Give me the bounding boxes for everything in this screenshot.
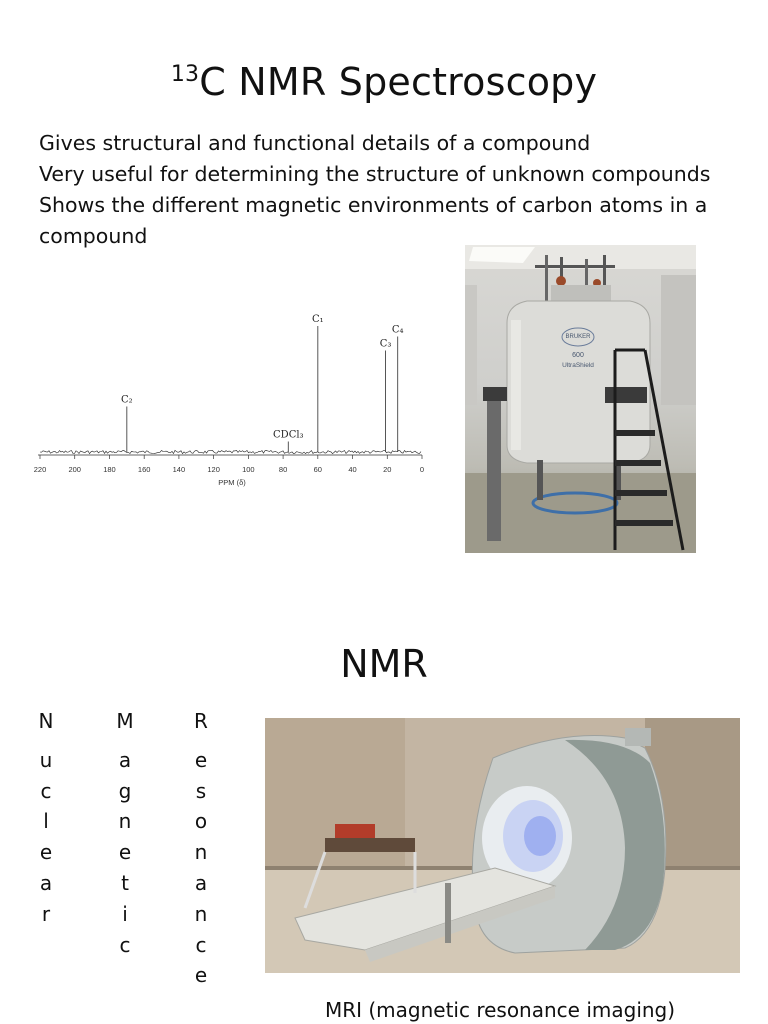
x-tick-label: 180 xyxy=(103,465,116,474)
acronym-letter: M xyxy=(116,709,134,733)
spectrum-ticks xyxy=(34,455,424,474)
x-tick-label: 60 xyxy=(313,465,322,474)
x-tick-label: 0 xyxy=(419,465,425,474)
acronym-letter: c xyxy=(195,932,207,957)
acronym-letter: a xyxy=(118,747,132,772)
x-tick-label: 100 xyxy=(242,465,255,474)
acronym-letter: a xyxy=(194,870,208,895)
spectrum-peaks xyxy=(121,314,404,452)
acronym-letter: e xyxy=(39,840,53,865)
x-tick-label: 120 xyxy=(207,465,220,474)
acronym-letter: n xyxy=(194,901,208,926)
acronym-column-resonance xyxy=(191,706,211,991)
nmr-spectrum-figure xyxy=(30,262,430,494)
acronym-letter: n xyxy=(194,840,208,865)
title-superscript: 13 xyxy=(170,62,200,87)
bullet-list xyxy=(39,128,739,252)
mri-scanner-illustration xyxy=(265,718,740,973)
peak-label: C₁ xyxy=(311,314,324,325)
acronym-letter: n xyxy=(118,809,132,834)
acronym-letter: o xyxy=(194,809,208,834)
acronym-letter: u xyxy=(39,747,53,772)
magnet-model-sub-label: UltraShield xyxy=(562,362,594,369)
bullet-line: Very useful for determining the structure of unknown compounds xyxy=(39,162,711,186)
peak-label: C₄ xyxy=(391,324,404,336)
acronym-letter: e xyxy=(194,963,208,988)
acronym-letter: c xyxy=(119,932,131,957)
acronym-letter: a xyxy=(39,870,53,895)
acronym-letter: c xyxy=(40,778,52,803)
acronym-letter: l xyxy=(43,809,49,834)
x-tick-label: 200 xyxy=(68,465,81,474)
x-tick-label: 160 xyxy=(137,465,151,474)
nmr-magnet-illustration xyxy=(465,245,696,553)
acronym-letter: R xyxy=(194,709,208,733)
spectrum-axis-label: PPM (δ) xyxy=(218,478,246,487)
acronym-letter: g xyxy=(118,778,132,803)
acronym-letter: e xyxy=(194,747,208,772)
x-tick-label: 140 xyxy=(172,465,186,474)
nmr-magnet-photo xyxy=(465,245,696,553)
acronym-letter: r xyxy=(41,901,51,926)
acronym-letter: i xyxy=(122,901,128,926)
peak-label: C₃ xyxy=(379,338,392,350)
slide-title: NMR xyxy=(340,642,428,686)
photo-caption: MRI (magnetic resonance imaging) xyxy=(324,998,676,1022)
x-tick-label: 20 xyxy=(383,465,392,474)
bullet-line: Gives structural and functional details of a compound xyxy=(39,131,591,155)
bullet-line: Shows the different magnetic environments of carbon atoms in a xyxy=(39,193,708,217)
x-tick-label: 80 xyxy=(278,465,288,474)
acronym-column-magnetic xyxy=(115,706,135,960)
baseline-noise-path xyxy=(40,450,421,453)
slide-title xyxy=(0,58,768,106)
peak-label: C₂ xyxy=(120,394,133,406)
x-tick-label: 220 xyxy=(33,465,47,474)
acronym-column-nuclear xyxy=(36,706,56,930)
mri-scanner-photo xyxy=(265,718,740,973)
acronym-letter: t xyxy=(121,870,129,895)
magnet-brand-label: BRUKER xyxy=(565,334,591,340)
peak-label: CDCl₃ xyxy=(273,429,304,441)
spectrum-baseline-noise xyxy=(40,450,421,453)
acronym-letter: N xyxy=(38,709,54,733)
slide-nmr xyxy=(0,600,768,1024)
title-text: C NMR Spectroscopy xyxy=(199,60,598,104)
magnet-model-label: 600 xyxy=(572,352,584,359)
bullet-line: compound xyxy=(39,224,148,248)
acronym-letter: e xyxy=(118,840,132,865)
acronym-letter: s xyxy=(195,778,207,803)
x-tick-label: 40 xyxy=(348,465,357,474)
